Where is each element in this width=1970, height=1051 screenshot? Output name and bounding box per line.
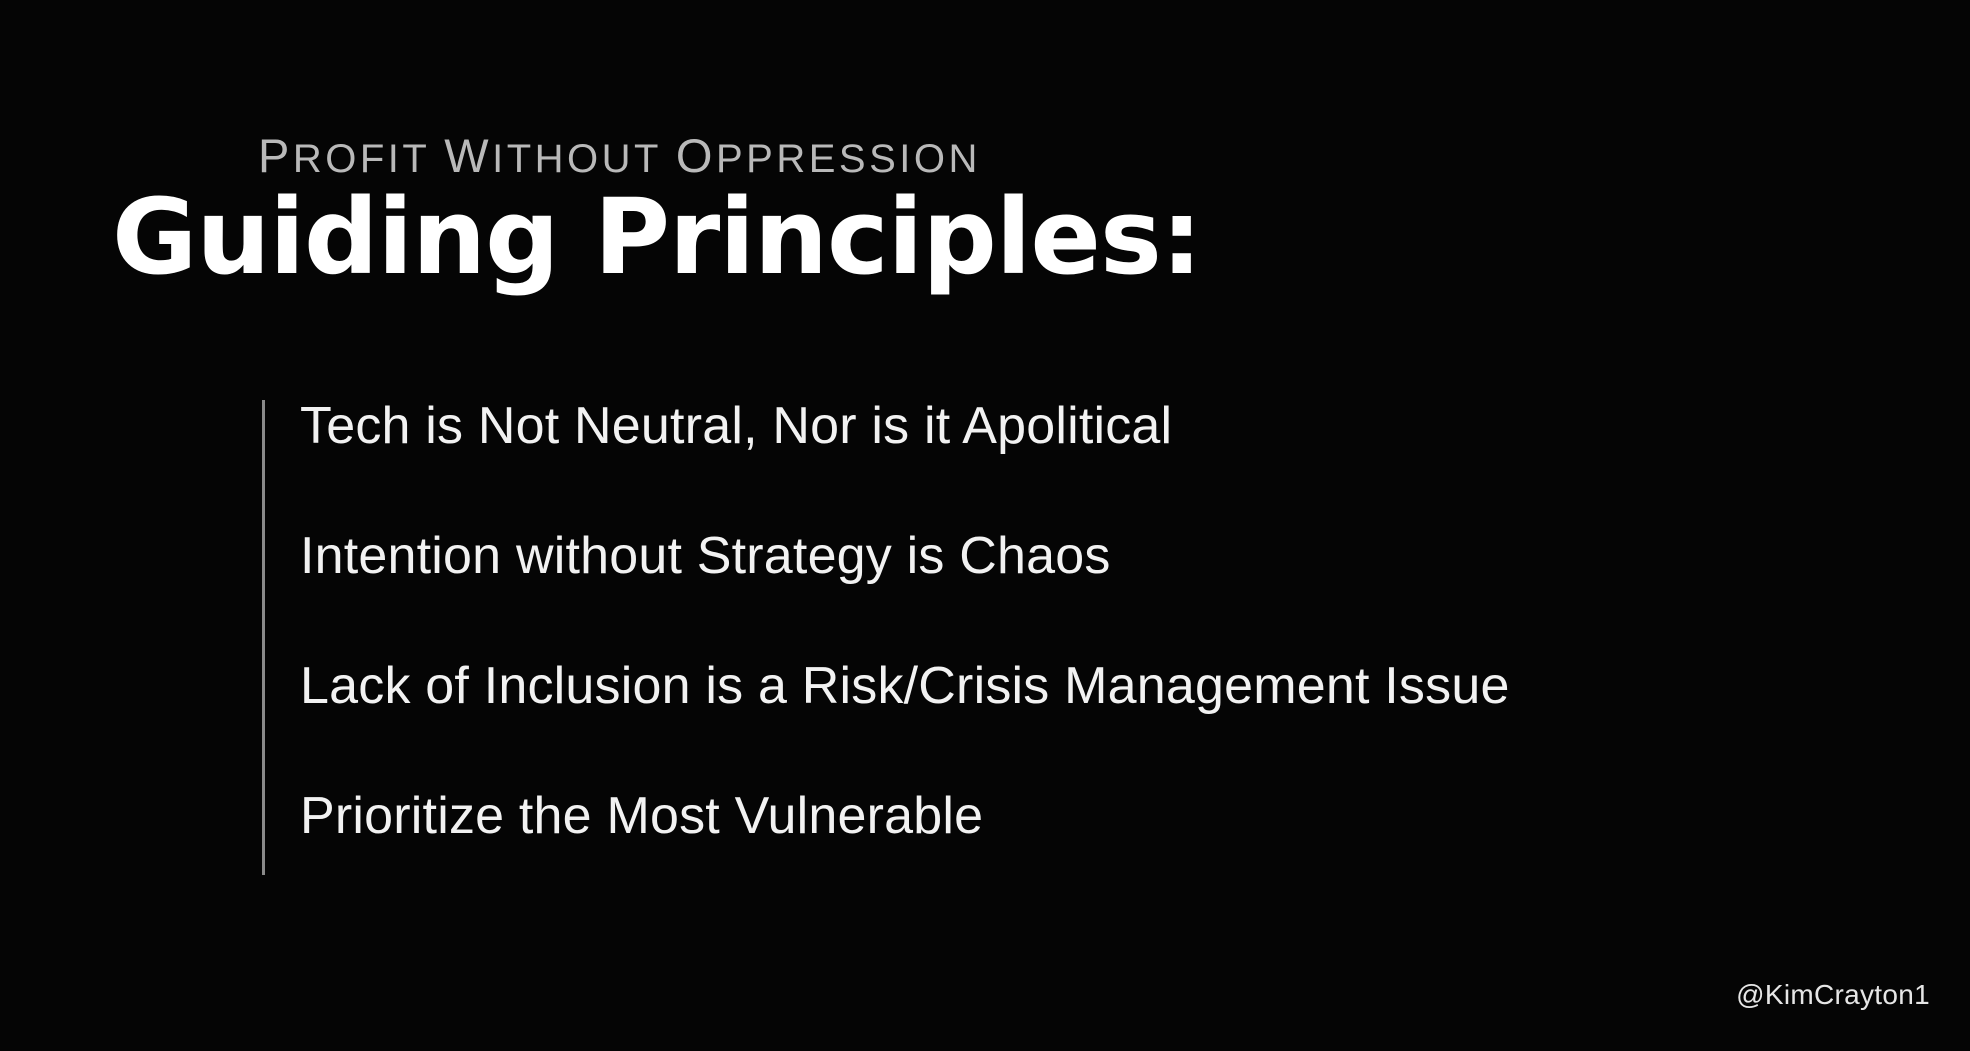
list-item: Tech is Not Neutral, Nor is it Apolitical — [300, 397, 1173, 455]
list-item: Prioritize the Most Vulnerable — [300, 787, 984, 845]
slide-title: Guiding Principles: — [112, 176, 1202, 298]
author-handle: @KimCrayton1 — [1736, 979, 1930, 1010]
slide-eyebrow: PROFIT WITHOUT OPPRESSION — [258, 129, 981, 182]
list-item: Intention without Strategy is Chaos — [300, 527, 1111, 585]
list-item: Lack of Inclusion is a Risk/Crisis Management Issue — [300, 657, 1510, 715]
principles-list — [300, 397, 1510, 845]
vertical-rule-divider — [262, 400, 265, 875]
